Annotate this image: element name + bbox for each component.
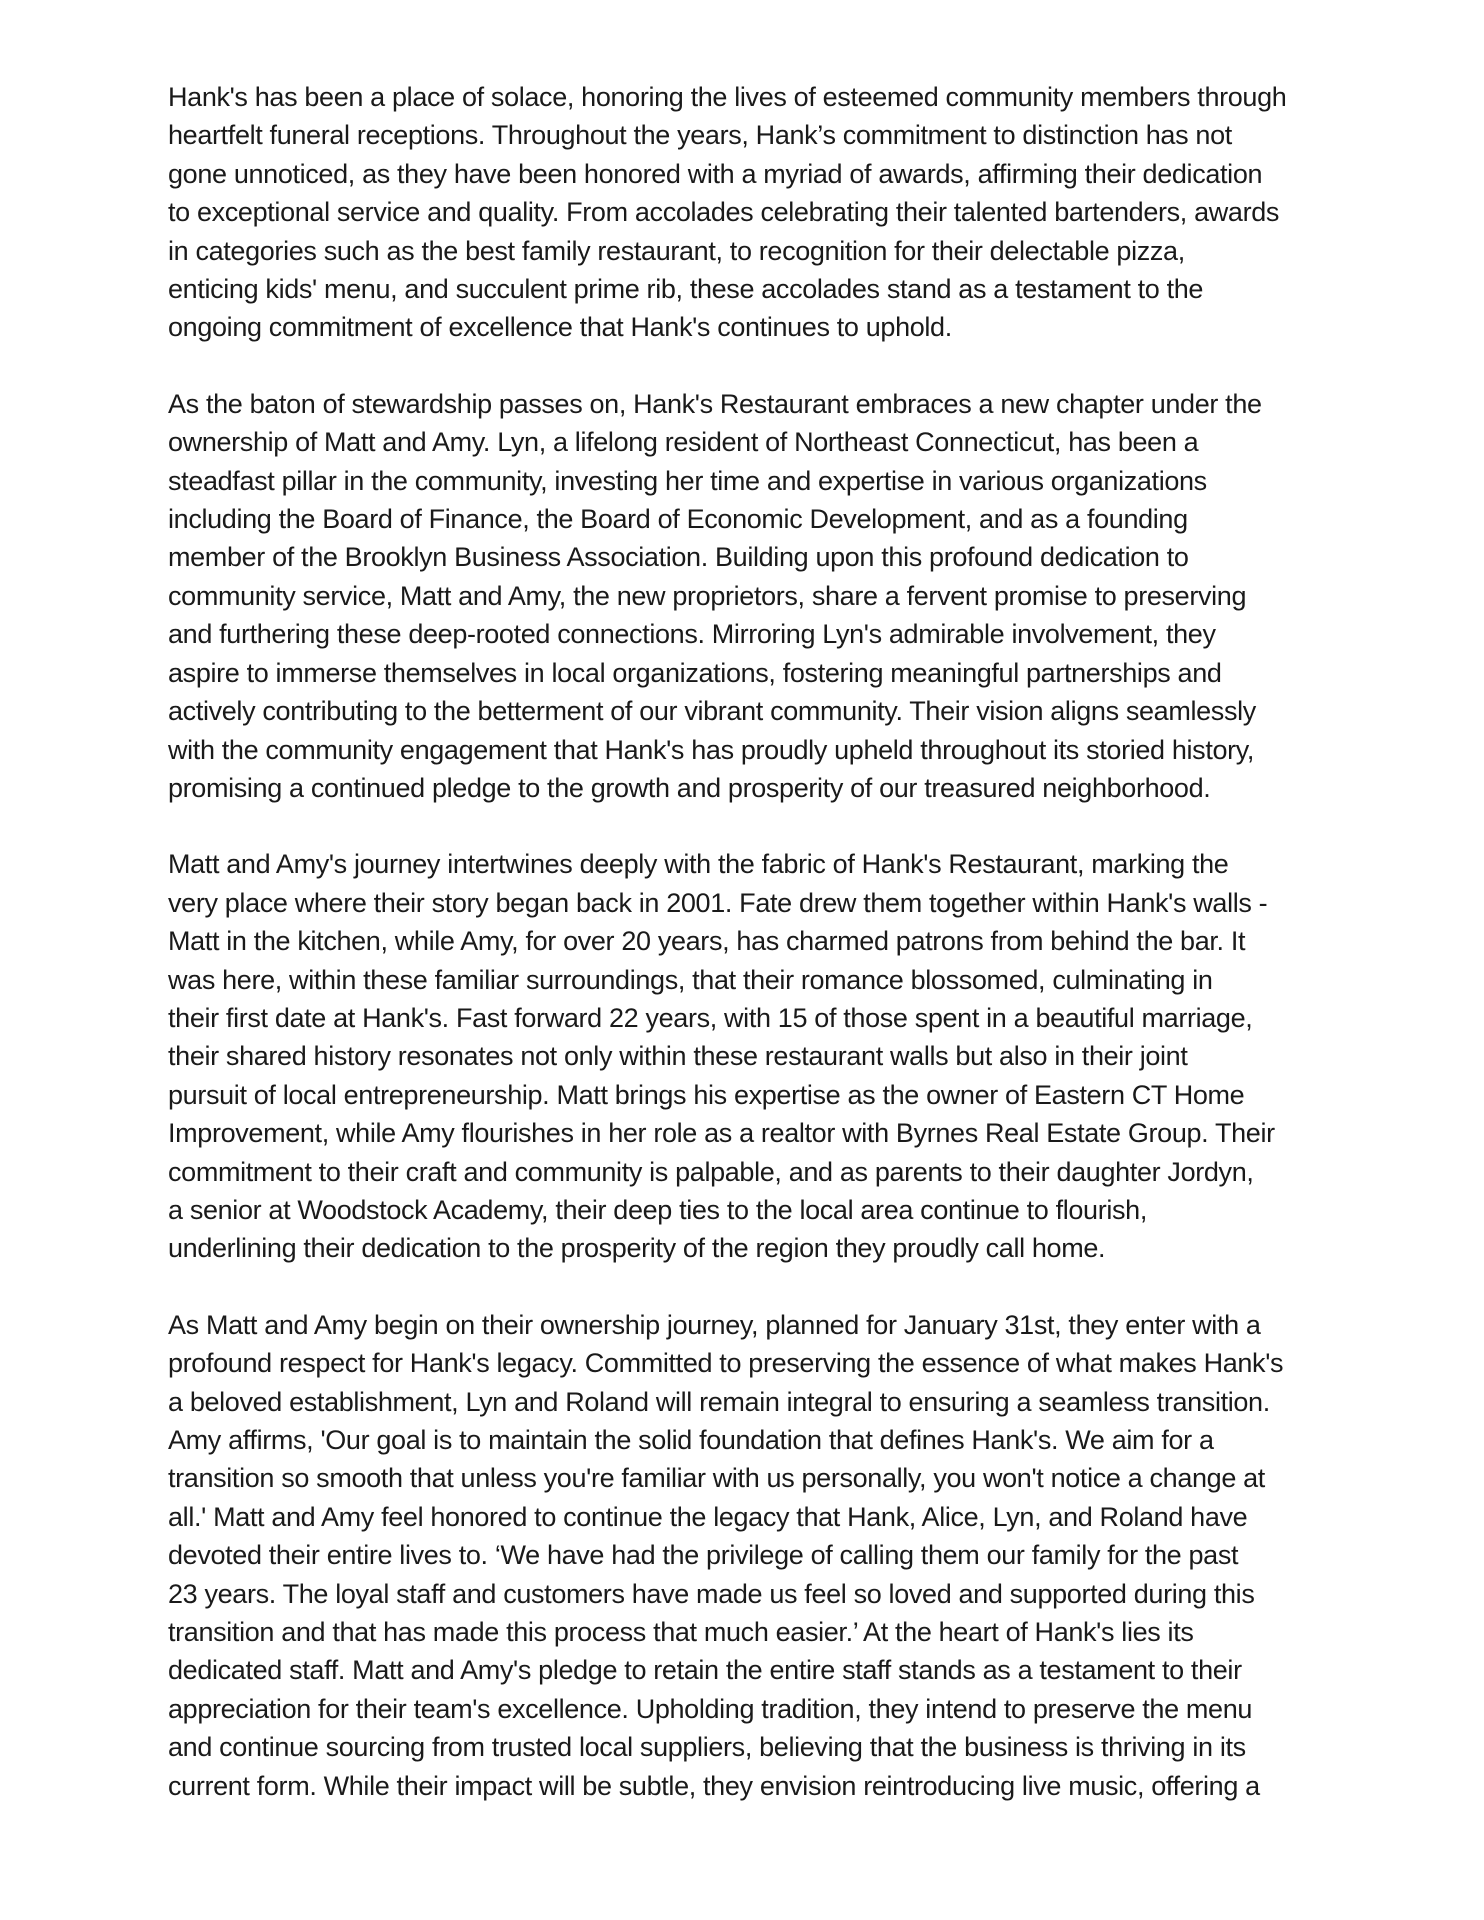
text-line: transition so smooth that unless you're familiar with us personally, you won't notice a change at [168, 1463, 1265, 1494]
text-line: dedicated staff. Matt and Amy's pledge to retain the entire staff stands as a testament to their [168, 1655, 1242, 1686]
text-line: with the community engagement that Hank's has proudly upheld throughout its storied history, [168, 734, 1255, 765]
text-line: heartfelt funeral receptions. Throughout the years, Hank’s commitment to distinction has not [168, 120, 1232, 151]
text-line: appreciation for their team's excellence. Upholding tradition, they intend to preserve the menu [168, 1693, 1253, 1724]
paragraph [168, 385, 1334, 807]
paragraph [168, 1306, 1334, 1805]
text-line: and furthering these deep-rooted connections. Mirroring Lyn's admirable involvement, they [168, 619, 1216, 650]
text-line: their first date at Hank's. Fast forward 22 years, with 15 of those spent in a beautiful marriage, [168, 1002, 1253, 1033]
text-line: in categories such as the best family restaurant, to recognition for their delectable pizza, [168, 235, 1185, 266]
text-line: As Matt and Amy begin on their ownership journey, planned for January 31st, they enter with a [168, 1309, 1261, 1340]
text-line: Matt in the kitchen, while Amy, for over 20 years, has charmed patrons from behind the bar. It [168, 926, 1246, 957]
text-line: ownership of Matt and Amy. Lyn, a lifelong resident of Northeast Connecticut, has been a [168, 427, 1199, 458]
text-line: including the Board of Finance, the Board of Economic Development, and as a founding [168, 504, 1188, 535]
text-line: steadfast pillar in the community, investing her time and expertise in various organizations [168, 465, 1207, 496]
text-line: underlining their dedication to the prosperity of the region they proudly call home. [168, 1233, 1106, 1264]
text-line: very place where their story began back in 2001. Fate drew them together within Hank's walls - [168, 887, 1268, 918]
text-line: pursuit of local entrepreneurship. Matt brings his expertise as the owner of Eastern CT Home [168, 1079, 1245, 1110]
text-line: transition and that has made this process that much easier.’ At the heart of Hank's lies its [168, 1617, 1194, 1648]
text-line: to exceptional service and quality. From accolades celebrating their talented bartenders, awards [168, 197, 1280, 228]
text-line: gone unnoticed, as they have been honored with a myriad of awards, affirming their dedication [168, 158, 1263, 189]
text-line: Matt and Amy's journey intertwines deeply with the fabric of Hank's Restaurant, marking the [168, 849, 1229, 880]
text-line: community service, Matt and Amy, the new proprietors, share a fervent promise to preserving [168, 580, 1247, 611]
text-line: a senior at Woodstock Academy, their deep ties to the local area continue to flourish, [168, 1194, 1147, 1225]
text-line: their shared history resonates not only within these restaurant walls but also in their joint [168, 1041, 1188, 1072]
text-line: actively contributing to the betterment of our vibrant community. Their vision aligns seamlessly [168, 696, 1256, 727]
text-line: member of the Brooklyn Business Association. Building upon this profound dedication to [168, 542, 1189, 573]
text-line: Hank's has been a place of solace, honoring the lives of esteemed community members through [168, 82, 1287, 112]
text-line: ongoing commitment of excellence that Hank's continues to uphold. [168, 312, 952, 343]
text-line: 23 years. The loyal staff and customers have made us feel so loved and supported during this [168, 1578, 1255, 1609]
text-line: profound respect for Hank's legacy. Committed to preserving the essence of what makes Hank's [168, 1348, 1284, 1379]
text-line: current form. While their impact will be subtle, they envision reintroducing live music, offering a [168, 1770, 1260, 1801]
text-line: enticing kids' menu, and succulent prime rib, these accolades stand as a testament to the [168, 274, 1204, 305]
document-body [168, 78, 1334, 1805]
text-line: Improvement, while Amy flourishes in her role as a realtor with Byrnes Real Estate Group. Their [168, 1118, 1275, 1149]
text-line: was here, within these familiar surroundings, that their romance blossomed, culminating in [168, 964, 1213, 995]
text-line: and continue sourcing from trusted local suppliers, believing that the business is thriving in its [168, 1732, 1246, 1763]
text-line: Amy affirms, 'Our goal is to maintain the solid foundation that defines Hank's. We aim for a [168, 1425, 1214, 1455]
text-line: a beloved establishment, Lyn and Roland will remain integral to ensuring a seamless transition. [168, 1386, 1270, 1417]
text-line: devoted their entire lives to. ‘We have had the privilege of calling them our family for the past [168, 1540, 1239, 1571]
text-line: all.' Matt and Amy feel honored to continue the legacy that Hank, Alice, Lyn, and Roland have [168, 1501, 1248, 1532]
text-line: commitment to their craft and community is palpable, and as parents to their daughter Jordyn, [168, 1156, 1254, 1187]
text-line: As the baton of stewardship passes on, Hank's Restaurant embraces a new chapter under the [168, 388, 1262, 419]
paragraph [168, 845, 1334, 1267]
text-line: aspire to immerse themselves in local organizations, fostering meaningful partnerships and [168, 657, 1222, 688]
text-line: promising a continued pledge to the growth and prosperity of our treasured neighborhood. [168, 772, 1211, 803]
paragraph [168, 78, 1334, 347]
